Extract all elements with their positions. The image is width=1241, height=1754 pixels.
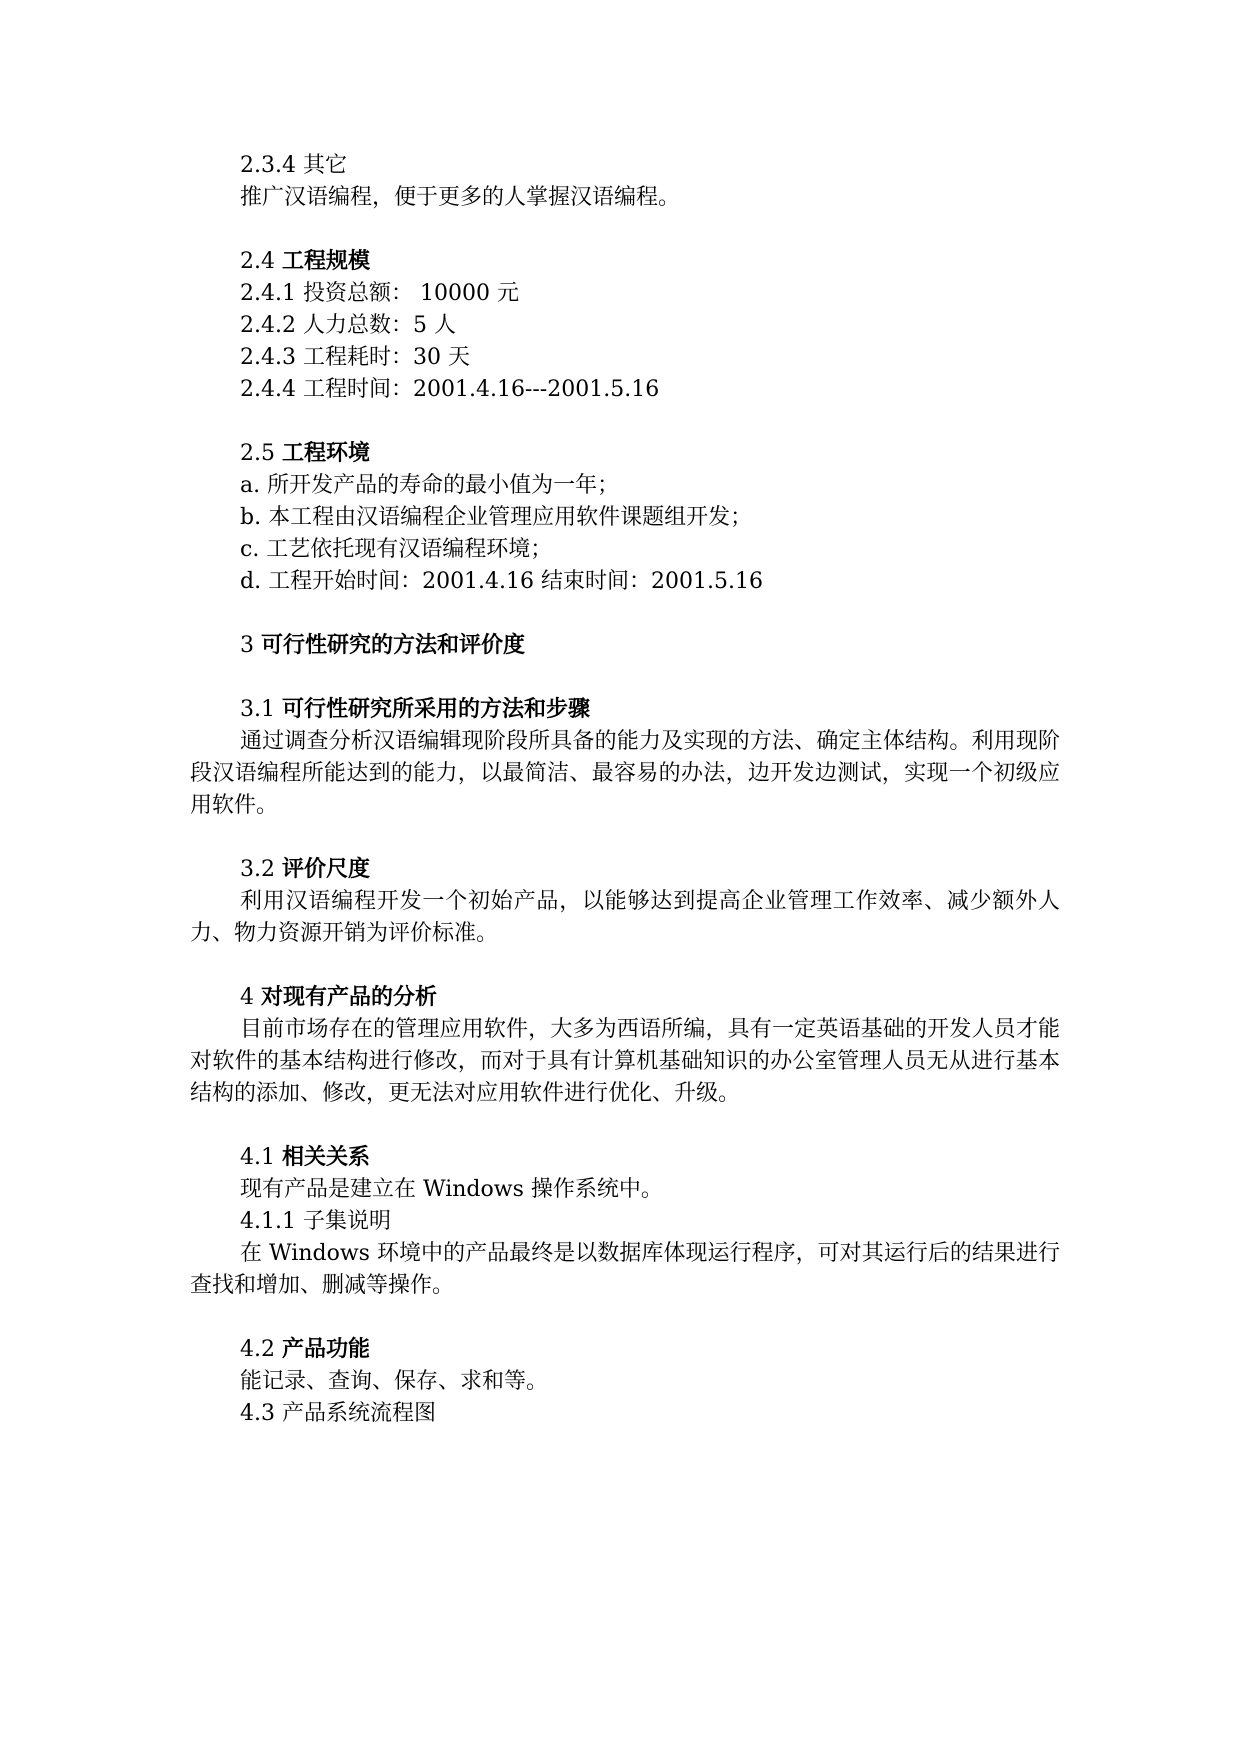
paragraph-4-1: 现有产品是建立在 Windows 操作系统中。 bbox=[240, 1177, 663, 1202]
paragraph-3-2: 利用汉语编程开发一个初始产品，以能够达到提高企业管理工作效率、减少额外人力、物力资源开销为评价标准。 bbox=[190, 889, 1060, 946]
heading-4-2: 4.2 产品功能 bbox=[240, 1337, 371, 1362]
paragraph-3-1: 通过调查分析汉语编辑现阶段所具备的能力及实现的方法、确定主体结构。利用现阶段汉语编程所能达到的能力，以最简洁、最容易的办法，边开发边测试，实现一个初级应用软件。 bbox=[190, 729, 1060, 818]
heading-4: 4 对现有产品的分析 bbox=[240, 985, 438, 1010]
heading-4-1-1: 4.1.1 子集说明 bbox=[240, 1209, 391, 1234]
heading-3: 3 可行性研究的方法和评价度 bbox=[240, 633, 526, 658]
list-item: d. 工程开始时间：2001.4.16 结束时间：2001.5.16 bbox=[240, 569, 763, 594]
heading-3-1: 3.1 可行性研究所采用的方法和步骤 bbox=[240, 697, 591, 722]
list-item: 2.4.4 工程时间：2001.4.16---2001.5.16 bbox=[240, 377, 660, 402]
heading-3-2: 3.2 评价尺度 bbox=[240, 857, 371, 882]
list-item: c. 工艺依托现有汉语编程环境； bbox=[240, 537, 553, 562]
paragraph-2-3-4: 推广汉语编程，便于更多的人掌握汉语编程。 bbox=[240, 185, 681, 210]
heading-4-3: 4.3 产品系统流程图 bbox=[240, 1401, 436, 1426]
heading-2-4: 2.4 工程规模 bbox=[240, 249, 371, 274]
paragraph-4-2: 能记录、查询、保存、求和等。 bbox=[240, 1369, 549, 1394]
heading-2-5: 2.5 工程环境 bbox=[240, 441, 371, 466]
heading-4-1: 4.1 相关关系 bbox=[240, 1145, 371, 1170]
list-item: 2.4.1 投资总额： 10000 元 bbox=[240, 281, 519, 306]
list-item: 2.4.3 工程耗时：30 天 bbox=[240, 345, 470, 370]
paragraph-4-1-1: 在 Windows 环境中的产品最终是以数据库体现运行程序，可对其运行后的结果进行查找和增加、删减等操作。 bbox=[190, 1241, 1060, 1298]
list-item: a. 所开发产品的寿命的最小值为一年； bbox=[240, 473, 620, 498]
paragraph-4: 目前市场存在的管理应用软件，大多为西语所编，具有一定英语基础的开发人员才能对软件的基本结构进行修改，而对于具有计算机基础知识的办公室管理人员无从进行基本结构的添加、修改，更无法对应用软件进行优化、升级。 bbox=[190, 1017, 1060, 1106]
heading-2-3-4: 2.3.4 其它 bbox=[240, 153, 347, 178]
list-item: b. 本工程由汉语编程企业管理应用软件课题组开发； bbox=[240, 505, 753, 530]
list-item: 2.4.2 人力总数：5 人 bbox=[240, 313, 456, 338]
